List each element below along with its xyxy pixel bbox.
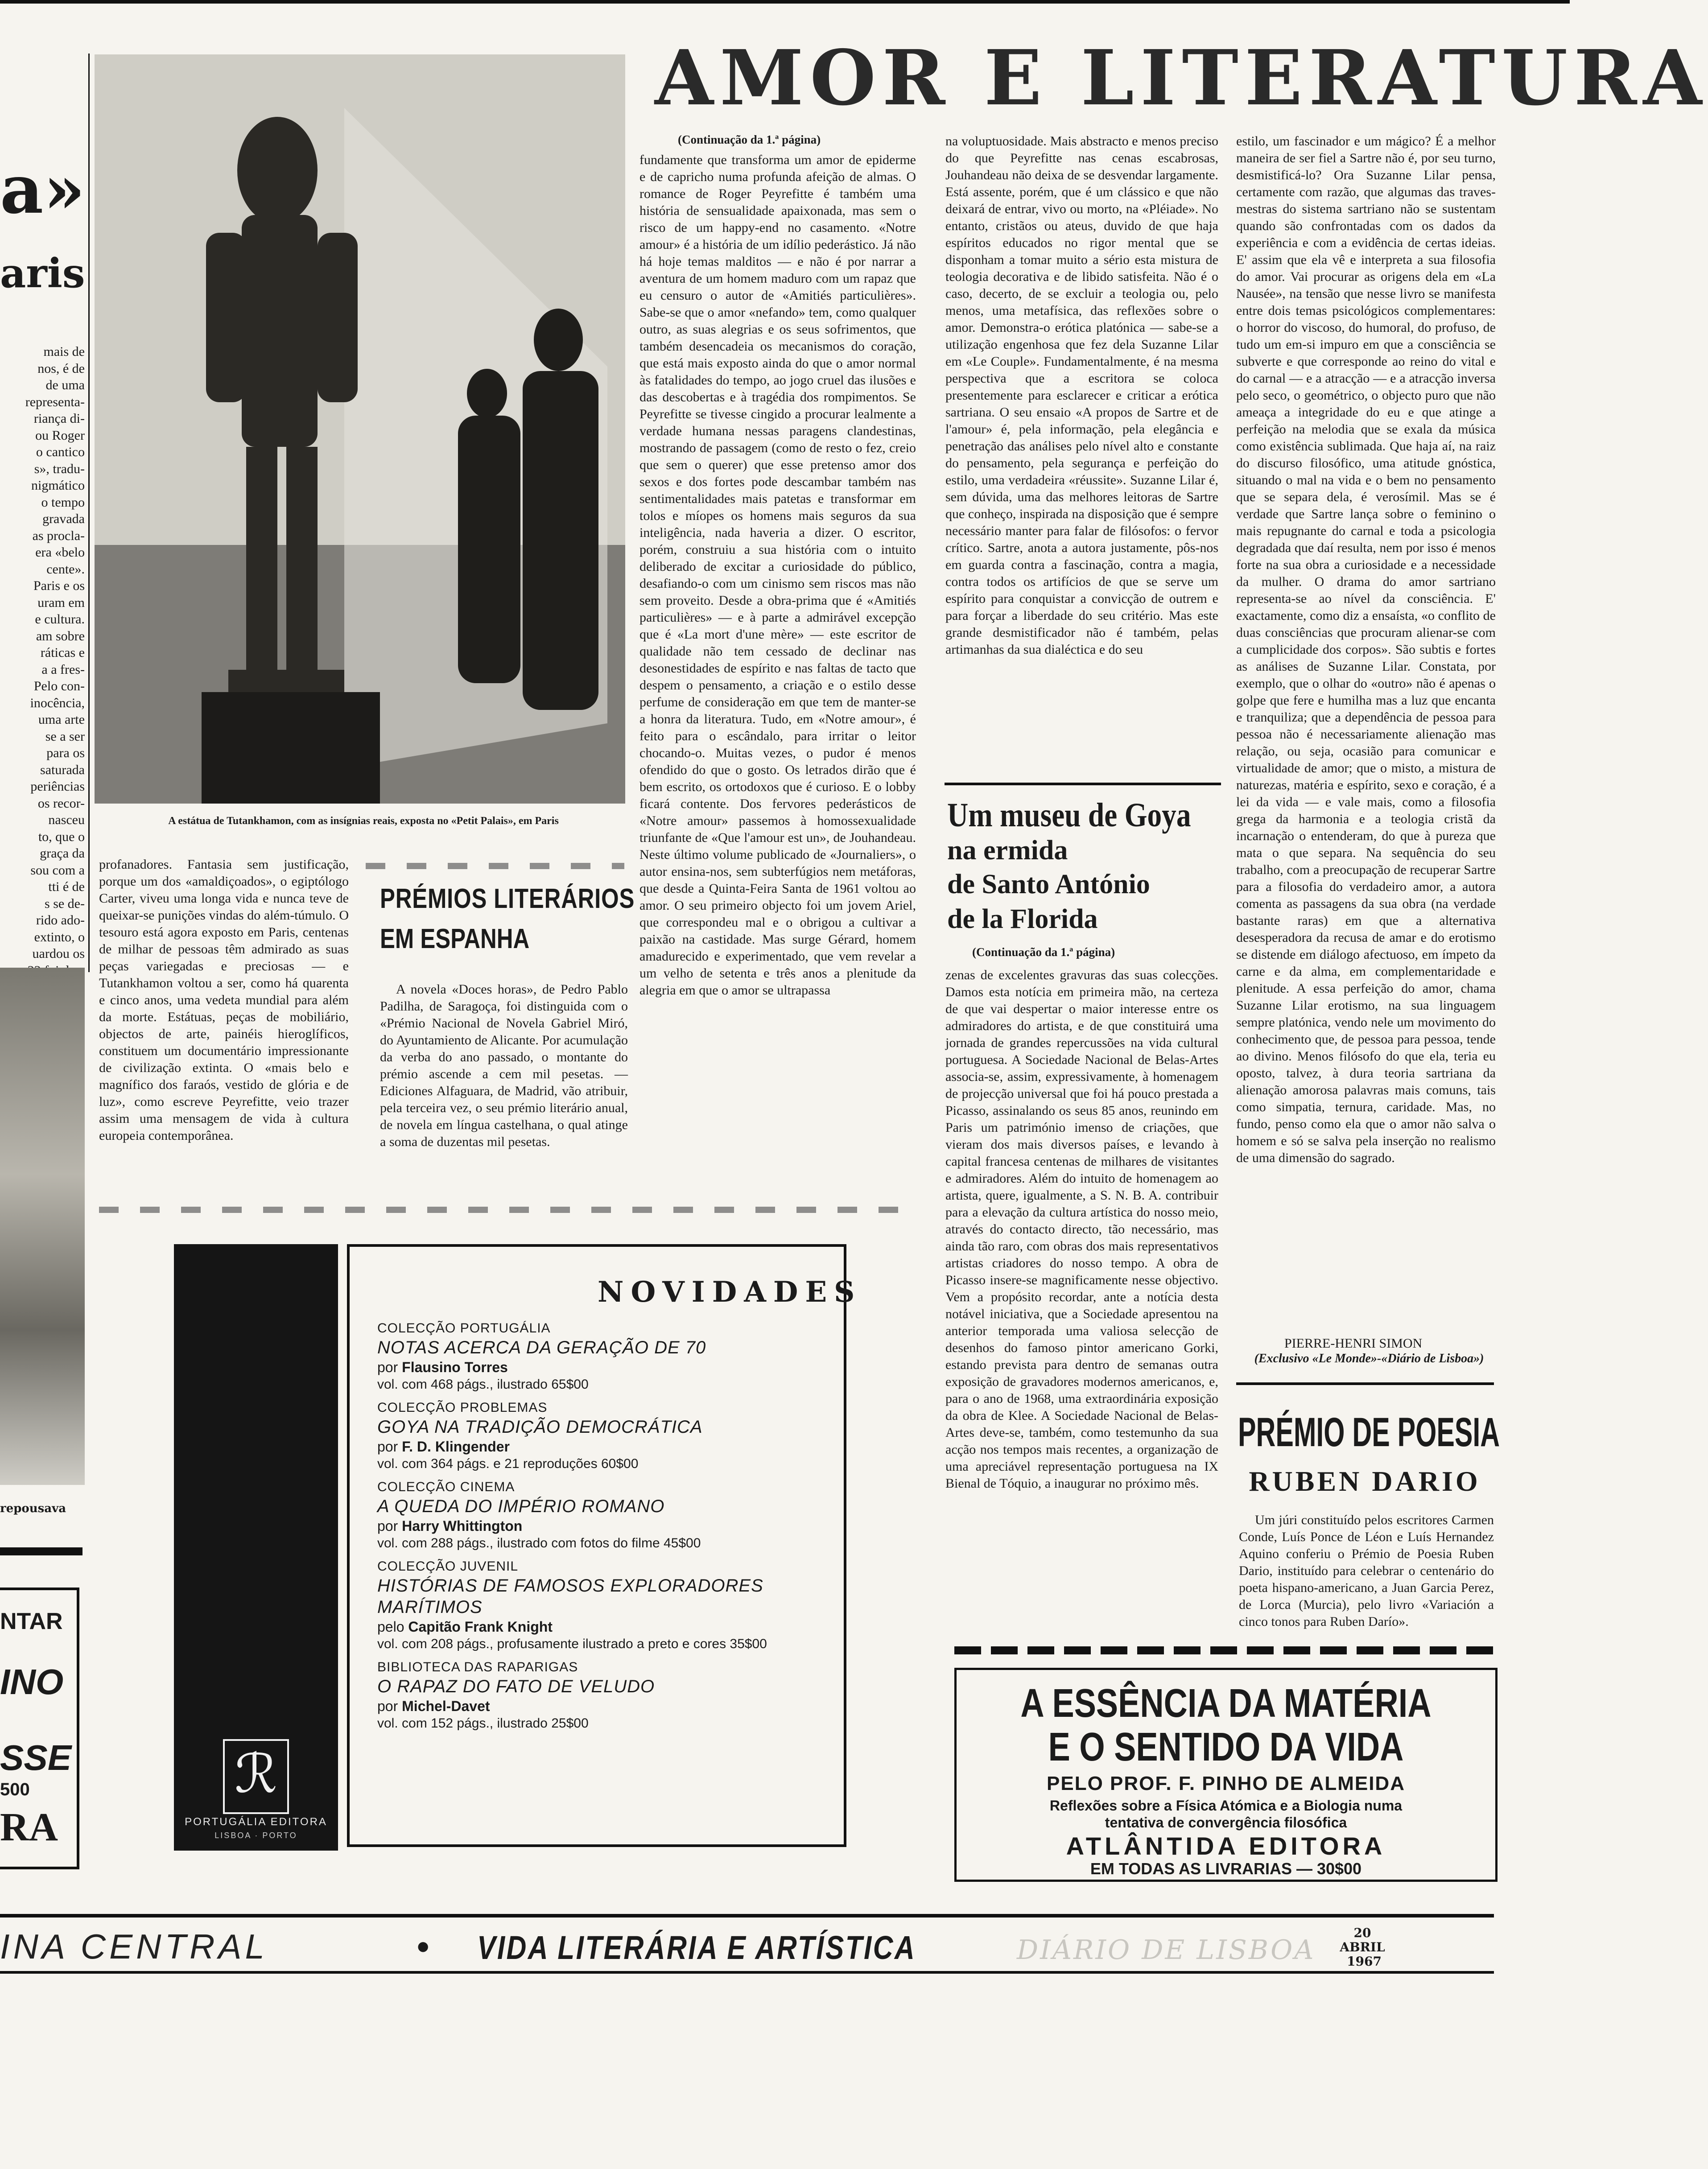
novidades-author: Flausino Torres [402,1359,508,1375]
left-fragment-line: uram em [37,595,85,610]
novidades-author-prefix: por [377,1698,402,1714]
left-ad-box [0,1588,79,1869]
poesia-headline-2: RUBEN DARIO [1249,1465,1481,1497]
left-fragment-line: nasceu [48,812,85,827]
left-fragment-line: extinto, o [34,929,85,944]
signature-source: (Exclusivo «Le Monde»-«Diário de Lisboa») [1254,1352,1484,1365]
footer-top-rule [0,1914,1494,1917]
novidades-collection: COLECÇÃO PORTUGÁLIA [377,1321,551,1336]
left-fragment-photo [0,968,85,1485]
left-fragment-line: de uma [45,378,85,392]
left-ad-line-2: INO [0,1662,64,1702]
novidades-details: vol. com 208 págs., profusamente ilustrado a preto e cores 35$00 [377,1637,767,1651]
left-ad-line-1: NTAR [0,1608,63,1634]
novidades-collection: COLECÇÃO PROBLEMAS [377,1400,548,1415]
tutankhamon-photo [95,54,625,804]
signature-author: PIERRE-HENRI SIMON [1284,1336,1423,1351]
novidades-author-line [377,1697,823,1715]
essencia-subtitle-2: tentativa de convergência filosófica [1105,1814,1347,1831]
novidades-author-line [377,1358,823,1376]
poesia-text: Um júri constituído pelos escritores Carmen Conde, Luís Ponce de Léon e Luís Hernandez Aquino conferiu o Prémio de Poesia Ruben Dario, instituído para celebrar o centenário do poeta hispano-americano, a Juan Garcia Perez, de Lorca (Murcia), pelo livro «Variación a cinco tonos para Ruben Darío». [1239,1513,1494,1629]
left-fragment-subhead: aris [0,250,85,297]
left-fragment-line: mais de [43,344,85,359]
premios-top-dots [366,863,624,869]
left-fragment-line: para os [46,746,85,760]
left-fragment-line: representa- [25,394,85,409]
left-fragment-line: to, que o [38,829,85,844]
novidades-author-prefix: por [377,1518,402,1534]
tutankhamon-photo-illustration [95,54,625,804]
left-fragment-line: era «belo [35,545,85,560]
novidades-title: NOVIDADES [598,1275,862,1309]
novidades-ad [174,1244,862,1851]
left-fragment-line: ou Roger [35,428,85,443]
left-fragment-line: uma arte [38,712,85,727]
left-fragment-line: riança di- [33,411,85,426]
mid-dots-row [99,1207,915,1213]
goya-text: zenas de excelentes gravuras das suas colecções. Damos esta notícia em primeira mão, na certeza de que vai despertar o maior interesse entre os admiradores do artista, e de que constituirá uma jornada de grandes repercussões na vida cultural portuguesa. A Sociedade Nacional de Belas-Artes associa-se, assim, expressivamente, à homenagem de projecção universal que foi há pouco prestada a Picasso, assinalando os seus 85 anos, reunindo em Paris um património imenso de criações, que vieram dos mais diversos países, e levando à capital francesa centenas de milhares de visitantes e admiradores. Além do intuito de homenagem ao artista, quere, igualmente, a S. N. B. A. contribuir para a elevação da cultura artística do nosso meio, através do contacto directo, tão necessário, mas ainda tão raro, com obras dos mais representativos artistas criadores do nosso tempo. A obra de Picasso insere-se magnificamente nesse objectivo. Vem a propósito recordar, ante a notícia desta notável iniciativa, que a Sociedade apresentou na anterior temporada uma valiosa selecção de desenhos do famoso pintor americano Gorki, estando prevista para dentro de semanas outra exposição de gravadores modernos americanos, e, para o ano de 1968, uma extraordinária exposição da obra de Klee. A Sociedade Nacional de Belas-Artes deve-se, também, como testemunho da sua acção nos tempos mais recentes, a organização de uma apreciável representação portuguesa na IX Bienal de Tóquio, a inaugurar no próximo mês. [945,968,1218,1491]
photo-caption: A estátua de Tutankhamon, com as insígnias reais, exposta no «Petit Palais», em Paris [168,815,559,827]
novidades-collection: COLECÇÃO JUVENIL [377,1559,519,1574]
left-fragment-line: am sobre [36,628,85,643]
novidades-item [377,1320,823,1393]
ad-top-dashes [954,1646,1494,1654]
novidades-logo-panel [174,1244,338,1851]
left-fragment-line: inocência, [30,695,85,710]
left-fragment-line: s», tradu- [34,461,85,476]
left-fragment-line: os recor- [37,796,85,811]
left-fragment-line: ráticas e [40,645,85,660]
novidades-details: vol. com 468 págs., ilustrado 65$00 [377,1377,589,1392]
left-fragment-line: periências [30,779,85,794]
left-fragment-line: cente». [46,561,85,577]
novidades-book-title: HISTÓRIAS DE FAMOSOS EXPLORADORES MARÍTIMOS [377,1576,763,1617]
novidades-book-title: O RAPAZ DO FATO DE VELUDO [377,1677,655,1696]
essencia-subtitle-1: Reflexões sobre a Física Atómica e a Biologia numa [1049,1798,1403,1814]
novidades-details: vol. com 364 págs. e 21 reproduções 60$00 [377,1456,639,1471]
left-fragment-line: nigmático [31,478,85,493]
footer-left-fragment: INA CENTRAL [0,1927,268,1966]
left-fragment-line: o cantico [36,445,85,459]
footer-bottom-rule [0,1971,1494,1974]
article-column-c: na voluptuosidade. Mais abstracto e menos preciso do que Peyrefitte nas cenas escabrosas, Jouhandeau não deixa de se desvendar largamente. Está assente, porém, que é um clássico e que não deixará de entrar, vivo ou morto, na «Pléiade». No entanto, cristãos ou ateus, duvido de que haja espíritos educados no rigor mental que se disponham a tomar muito a sério esta mistura de teologia decorativa e de libido satisfeita. Não é o caso, decerto, de se excluir a teologia ou, pelo menos, uma metafísica, das reflexões sobre o amor. Demonstra-o erótica platónica — sabe-se a utilização engenhosa que fez dela Suzanne Lilar em «Le Couple». Fundamentalmente, é na mesma perspectiva que a escritora se coloca presentemente para esclarecer e criticar a erótica sartriana. O seu ensaio «A propos de Sartre et de l'amour» é, pela informação, pela elegância e penetração das análises pelo nível alto e constante do pensamento, pela segurança e perfeição do estilo, uma verdadeira «réussite». Suzanne Lilar é, sem dúvida, uma das melhores leitoras de Sartre que conheço, inspirada na disposição que é sempre necessário manter para falar de filósofos: o fervor crítico. Sartre, anota a autora justamente, pôs-nos em guarda contra a fascinação, contra a magia, contra todos os artifícios de que se serve um espírito para conquistar a convicção de outrem e para forçar a liberdade do seu critério. Mas este grande desmistificador não é também, pelas artimanhas da sua dialéctica e do seu [945,134,1218,657]
premios-headline-2: EM ESPANHA [380,924,530,954]
left-fragment-line: a a fres- [41,662,85,677]
left-fragment-line: e cultura. [35,612,85,627]
article-column-b: fundamente que transforma um amor de epiderme e de capricho numa profunda afeição de almas. O romance de Roger Peyrefitte é também uma história de sensualidade apaixonada, mas sem o risco de um happy-end no casamento. «Notre amour» é a história de um idílio pederástico. Já não há hoje temas malditos — e não é por narrar a aventura de um homem maduro com um rapaz que eu censuro o autor de «Amitiés particulières». Sabe-se que o amor «nefando» tem, como qualquer outro, as suas alegrias e os seus sofrimentos, que também desencadeia os mecanismos do coração, que está mais exposto ainda do que o amor normal às fatalidades do tempo, ao jogo cruel das ilusões e das descobertas e à tragédia dos rompimentos. Se Peyrefitte se tivesse cingido a procurar lealmente a verdade humana nessas paragens clandestinas, mostrando de passagem (como de resto o fez, creio que sem o querer) que esse pretenso amor dos sexos e dos fortes pode descambar também nas sentimentalidades mais patetas e transformar em tolos e míopes os homens mais seguros da sua inteligência, nada haveria a dizer. O escritor, porém, construiu a sua história com o intuito deliberado de excitar a curiosidade do público, desafiando-o com um cinismo sem riscos mas não sem proveito. Desde a obra-prima que é «Amitiés particulières» — e à parte a admirável excepção que é «La mort d'une mère» — este escritor de qualidade não tem cessado de declinar nas desonestidades de espírito e nas faltas de tacto que despem o pensamento, a criação e o estilo desse perfume de consideração em que tem de manter-se a honra da literatura. Tudo, em «Notre amour», é feito para o escândalo, para irritar o leitor chocando-o. Muitas vezes, o pudor é menos ofendido do que o gosto. Os letrados dirão que é bem escrito, os ortodoxos que é curioso. E o lobby ficará contente. Dos fervores pederásticos de «Notre amour» passemos à homossexualidade triunfante de «Que l'amour est un», de Jouhandeau. Neste último volume publicado de «Journaliers», o autor ensina-nos, sem subterfúgios nem metáforas, que desde a Quinta-Feira Santa de 1961 voltou ao amor. O seu primeiro objecto foi um jovem Ariel, que correspondeu mal e o obrigou a cultivar a paixão na castidade. Mas surge Gérard, homem amadurecido e experimentado, que vem revelar a um velho de setenta e três anos a plenitude da alegria em que o amor se ultrapassa [639,153,916,998]
novidades-collection: COLECÇÃO CINEMA [377,1480,515,1494]
left-fragment-line: Paris e os [33,578,85,593]
novidades-author-line [377,1438,823,1456]
left-fragment-line: graça da [40,846,85,861]
novidades-item [377,1659,823,1732]
footer-faded-title: DIÁRIO DE LISBOA [1017,1934,1316,1966]
left-fragment-caption: repousava [0,1502,66,1515]
novidades-author: Capitão Frank Knight [408,1619,553,1635]
left-fragment-line: gravada [42,511,85,526]
novidades-author: Michel-Davet [402,1698,490,1714]
novidades-book-title: A QUEDA DO IMPÉRIO ROMANO [377,1497,665,1516]
essencia-publisher: ATLÂNTIDA EDITORA [1066,1832,1386,1860]
essencia-line-1: A ESSÊNCIA DA MATÉRIA [1020,1681,1432,1726]
left-ad-line-3: SSE [0,1738,72,1777]
left-fragment-line: saturada [40,762,85,777]
novidades-author-prefix: por [377,1359,402,1375]
left-fragment-line: sou com a [30,862,85,878]
goya-headline-2: na ermida [947,835,1068,866]
article-column-d: estilo, um fascinador e um mágico? É a melhor maneira de ser fiel a Sartre não é, por seu turno, desmistificá-lo? Ora Suzanne Lilar pensa, certamente com razão, que algumas das traves-mestras do sistema sartriano não se sustentam quando são confrontadas com os dados da experiência e com a evidência de certas ideias. E' assim que ela vê e interpreta a sua filosofia do amor. Vai procurar as origens dela em «La Nausée», na tensão que nesse livro se manifesta entre dois temas psicológicos complementares: o horror do viscoso, do humoral, do profuso, de tudo um em-si impuro em que a consciência se subverte e que corresponde ao reino do vital e do carnal — e a atracção — e a atracção inversa pelo seco, o geométrico, o objecto puro que não ameaça a integridade do eu e que atinge a perfeição na melodia que se exala da música como existência sublimada. Que haja aí, na raiz do discurso filosófico, uma atitude gnóstica, situando o mal na vida e o bem no pensamento que se separa dela, é verosímil. Mas se é verdade que Sartre lança sobre o feminino o mais repugnante do carnal e toda a psicologia degradada que daí resulta, nem por isso é menos forte na sua obra a curiosidade e a necessidade da mulher. O drama do amor sartriano representa-se ao nível da consciência. E' exactamente, como diz a ensaísta, «o conflito de duas consciências que procuram alienar-se com a cumplicidade dos corpos». São subtis e fortes as análises de Suzanne Lilar. Constata, por exemplo, que o olhar do «outro» não é apenas o golpe que fere e humilha mas a luz que encanta e tranquiliza; que a dependência de pessoa para pessoa não é necessariamente alienação mas relação, ou seja, ocasião para comunicar e virtualidade de amor; que o misto, a mistura de naturezas, matéria e espírito, sexo e coração, é a lei da vida — e vale mais, como a filosofia grega da harmonia e a teologia cristã da incarnação o entenderam, do que à pureza que mata o que separa. Na sequência do seu trabalho, com a preocupação de recuperar Sartre para a filosofia do verdadeiro amor, a autora comenta as passagens da sua obra (na verdade bastante raras) em que a alternativa desesperadora da recusa de amar e do erotismo se distende em diálogo afectuoso, em ímpeto da carne e da alma, em complementaridade e plenitude. A essa perfeição do amor, chama Suzanne Lilar erotismo, na sua linguagem sempre platónica, vendo nele um movimento do conhecimento que, de pessoa para pessoa, tende ao divino. Menos filósofo do que ela, teria eu oposto, talvez, à dura teoria sartriana da alienação amorosa palavras mais comuns, tais como simpatia, ternura, caridade. Mas, no fundo, penso como ela que o amor não salva o homem e só se salva pela inserção no realismo de uma dimensão do sagrado. [1236,134,1496,1165]
left-ad-line-4: 500 [0,1780,30,1799]
goya-headline-3: de Santo António [947,869,1150,899]
poesia-headline-1: PRÉMIO DE POESIA [1238,1410,1500,1455]
novidades-author: F. D. Klingender [402,1439,510,1455]
goya-headline-1: Um museu de Goya [947,796,1191,834]
novidades-list [377,1320,823,1738]
novidades-author-prefix: pelo [377,1619,408,1635]
left-fragment-line: tti é de [48,879,85,894]
tutankhamon-article-end: profanadores. Fantasia sem justificação, porque um dos «amaldiçoados», o egiptólogo Carter, viveu uma longa vida e nunca teve de queixar-se punições vindas do além-túmulo. O tesouro está agora exposto em Paris, centenas de milhar de pessoas têm admirado as suas peças variegadas e preciosas — e Tutankhamon voltou a ser, como há quarenta e cinco anos, uma vedeta mundial para além da morte. Estátuas, peças de mobiliário, objectos de arte, painéis hieroglíficos, constituem um documentário impressionante de civilização extinta. O «mais belo e magnífico dos faraós, vestido de glória e de luz», como escreve Peyrefitte, veio trazer assim uma mensagem de vida à cultura europeia contemporânea. [99,857,349,1143]
novidades-item [377,1399,823,1472]
essencia-ad [954,1668,1498,1882]
masthead-continuation: (Continuação da 1.ª página) [678,133,821,146]
goya-top-rule [945,783,1221,785]
left-fragment-line: uardou os [32,946,85,961]
novidades-author-line [377,1517,823,1535]
essencia-author: PELO PROF. F. PINHO DE ALMEIDA [1047,1773,1405,1794]
left-fragment-line: se a ser [45,729,85,744]
footer-date-year: 1967 [1347,1954,1382,1969]
left-gutter-rule [88,54,90,972]
essencia-line-2: E O SENTIDO DA VIDA [1048,1725,1404,1769]
left-fragment-line: nos, é de [37,361,85,376]
novidades-item [377,1558,823,1653]
footer-date-month: ABRIL [1340,1940,1385,1955]
left-fragment-line: o tempo [41,495,85,510]
novidades-author-line [377,1618,823,1636]
left-fragment-headline: a» [0,150,85,229]
left-fragment-line: Pelo con- [33,679,85,693]
left-fragment-rule [0,1547,83,1555]
footer-section-title: VIDA LITERÁRIA E ARTÍSTICA [477,1929,916,1966]
left-fragment-line: rido ado- [36,913,85,928]
novidades-logo-sub: LISBOA · PORTO [215,1831,297,1840]
goya-headline-4: de la Florida [947,904,1098,934]
novidades-author-prefix: por [377,1439,402,1455]
novidades-book-title: NOTAS ACERCA DA GERAÇÃO DE 70 [377,1338,706,1357]
poesia-top-rule [1236,1382,1494,1385]
novidades-details: vol. com 288 págs., ilustrado com fotos do filme 45$00 [377,1536,701,1550]
masthead-title: AMOR E LITERATURA [655,33,1708,123]
left-fragment-line: s se de- [45,896,85,911]
portugalia-logo-icon: ℛ [223,1739,289,1814]
left-ad-line-5: RA [0,1805,58,1849]
top-rule [0,0,1570,4]
left-fragment-line: as procla- [32,528,85,543]
novidades-details: vol. com 152 págs., ilustrado 25$00 [377,1716,589,1731]
essencia-price: EM TODAS AS LIVRARIAS — 30$00 [1090,1860,1362,1878]
novidades-book-title: GOYA NA TRADIÇÃO DEMOCRÁTICA [377,1417,703,1437]
novidades-author: Harry Whittington [402,1518,523,1534]
novidades-item [377,1479,823,1552]
footer-bullet: • [417,1927,429,1966]
premios-headline-1: PRÉMIOS LITERÁRIOS [380,883,635,914]
novidades-logo-text: PORTUGÁLIA EDITORA [185,1816,327,1828]
novidades-collection: BIBLIOTECA DAS RAPARIGAS [377,1660,578,1674]
footer-date-day: 20 [1353,1926,1371,1940]
premios-text: A novela «Doces horas», de Pedro Pablo Padilha, de Saragoça, foi distinguida com o «Prémio Nacional de Novela Gabriel Miró, do Ayuntamiento de Alicante. Por acumulação da verba do ano passado, o montante do prémio ascende a cem mil pesetas. — Ediciones Alfaguara, de Madrid, vão atribuir, pela terceira vez, o seu prémio literário anual, de novela em língua castelhana, o qual atinge a soma de duzentas mil pesetas. [380,982,628,1149]
goya-continuation: (Continuação da 1.ª página) [972,945,1115,959]
